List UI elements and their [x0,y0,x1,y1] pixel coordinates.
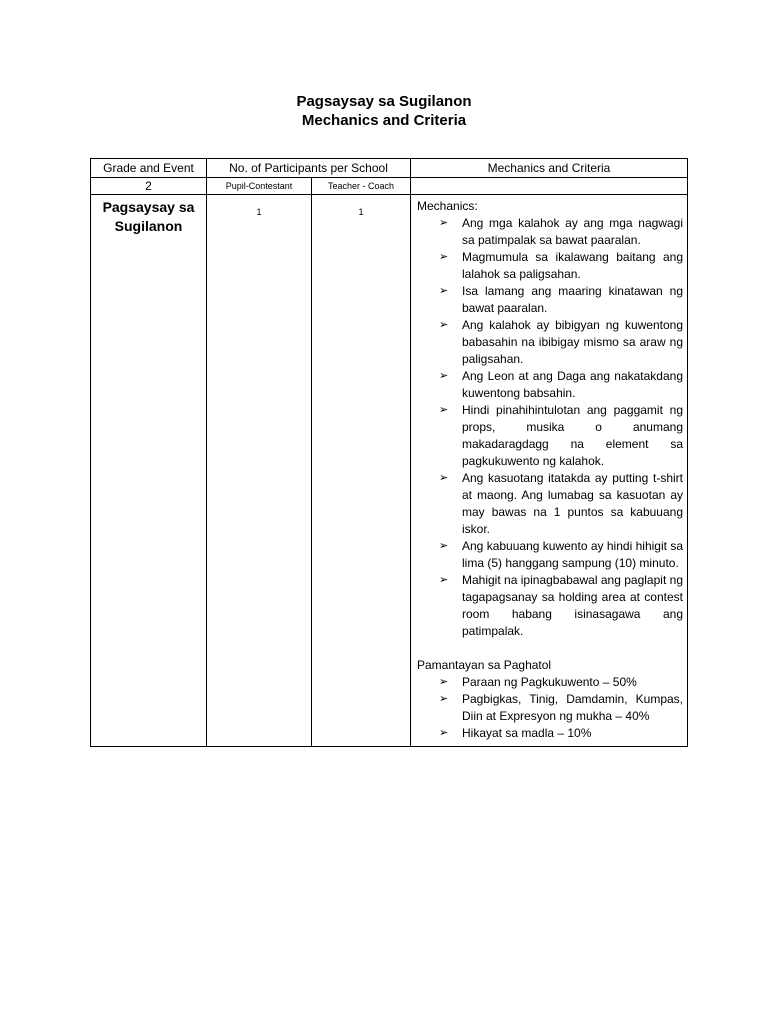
arrow-bullet-icon: ➢ [439,727,449,739]
list-item [417,572,683,640]
header-participants: No. of Participants per School [207,159,411,178]
list-item [417,249,683,283]
list-item-text: Ang kabuuang kuwento ay hindi hihigit sa lima (5) hanggang sampung (10) minuto. [462,539,683,570]
table-row [91,195,688,747]
list-item-text: Ang Leon at ang Daga ang nakatakdang kuwentong babsahin. [462,369,683,400]
teacher-count: 1 [312,195,411,747]
title-line-1: Pagsaysay sa Sugilanon [296,93,472,110]
subheader-pupil: Pupil-Contestant [207,178,312,195]
document-title [0,92,768,130]
arrow-bullet-icon: ➢ [439,404,449,416]
list-item-text: Isa lamang ang maaring kinatawan ng bawat paaralan. [462,284,683,315]
list-item [417,402,683,470]
criteria-heading: Pamantayan sa Paghatol [417,658,552,672]
arrow-bullet-icon: ➢ [439,574,449,586]
subheader-blank [411,178,688,195]
arrow-bullet-icon: ➢ [439,693,449,705]
arrow-bullet-icon: ➢ [439,217,449,229]
arrow-bullet-icon: ➢ [439,472,449,484]
table-header-row [91,159,688,178]
list-item [417,691,683,725]
grade-value: 2 [91,178,207,195]
mechanics-table [90,158,688,747]
subheader-teacher: Teacher - Coach [312,178,411,195]
list-item-text: Mahigit na ipinagbabawal ang paglapit ng tagapagsanay sa holding area at contest room habang isinasagawa ang patimpalak. [462,573,683,638]
list-item [417,368,683,402]
mechanics-list [417,215,683,640]
list-item [417,283,683,317]
list-item [417,470,683,538]
list-item [417,215,683,249]
arrow-bullet-icon: ➢ [439,285,449,297]
list-item-text: Ang kalahok ay bibigyan ng kuwentong babasahin na ibibigay mismo sa araw ng paligsahan. [462,318,683,366]
header-grade-event: Grade and Event [91,159,207,178]
list-item-text: Pagbigkas, Tinig, Damdamin, Kumpas, Diin at Expresyon ng mukha – 40% [462,692,683,723]
criteria-list [417,674,683,742]
arrow-bullet-icon: ➢ [439,540,449,552]
pupil-count: 1 [207,195,312,747]
list-item-text: Hikayat sa madla – 10% [462,726,592,740]
section-spacer [417,640,683,657]
title-line-2: Mechanics and Criteria [301,112,467,129]
list-item [417,317,683,368]
arrow-bullet-icon: ➢ [439,251,449,263]
list-item-text: Ang mga kalahok ay ang mga nagwagi sa patimpalak sa bawat paaralan. [462,216,683,247]
arrow-bullet-icon: ➢ [439,319,449,331]
list-item [417,725,683,742]
list-item-text: Hindi pinahihintulotan ang paggamit ng props, musika o anumang makadaragdagg na element sa pagkukuwento ng kalahok. [462,403,683,468]
mechanics-heading: Mechanics: [417,199,478,213]
list-item [417,674,683,691]
arrow-bullet-icon: ➢ [439,676,449,688]
list-item [417,538,683,572]
header-mechanics: Mechanics and Criteria [411,159,688,178]
event-name: Pagsaysay sa Sugilanon [91,195,207,747]
list-item-text: Magmumula sa ikalawang baitang ang lalahok sa paligsahan. [462,250,683,281]
arrow-bullet-icon: ➢ [439,370,449,382]
table-subheader-row [91,178,688,195]
list-item-text: Paraan ng Pagkukuwento – 50% [462,675,637,689]
mechanics-cell [411,195,688,747]
list-item-text: Ang kasuotang itatakda ay putting t-shirt at maong. Ang lumabag sa kasuotan ay may bawas na 1 puntos sa kabuuang iskor. [462,471,683,536]
